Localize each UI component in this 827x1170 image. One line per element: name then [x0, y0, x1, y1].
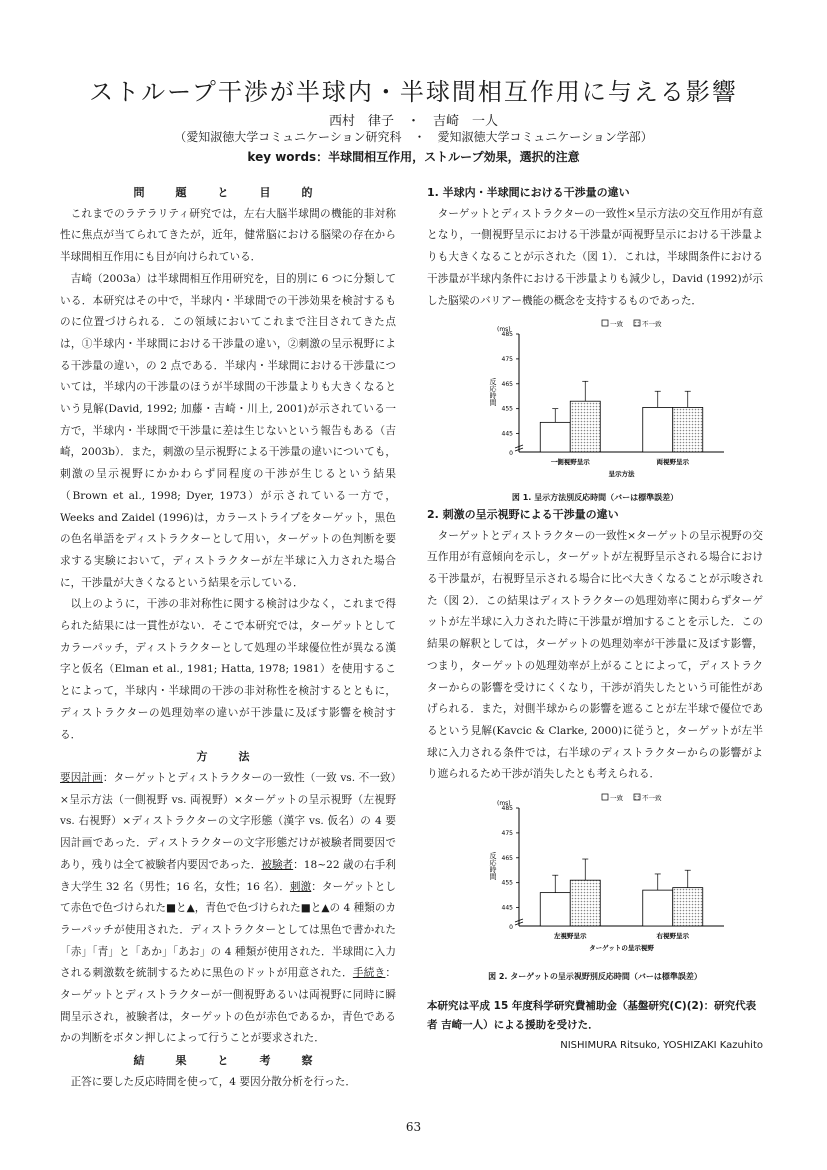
subsection-heading-1: 1. 半球内・半球間における干渉量の違い	[427, 186, 630, 199]
figure-1-caption: 図 1. 呈示方法別反応時間（バーは標準誤差）	[511, 492, 679, 502]
figure-1-chart	[427, 318, 763, 483]
x-category-label: 右視野呈示	[656, 932, 689, 941]
authors: 西村 律子 ・ 吉崎 一人	[328, 114, 498, 129]
y-tick-label: 465	[501, 854, 513, 862]
results-paragraph: 正答に要した反応時間を使って，4 要因分散分析を行った．	[70, 1075, 356, 1088]
x-category-label: 左視野呈示	[554, 932, 587, 941]
intro-paragraph-2: 吉崎（2003a）は半球間相互作用研究を，目的別に 6 つに分類している．本研究はその中で，半球内・半球間での干渉効果を検討するものに位置づけられる．この領域においてこれまで注目されてきた点は，①半球内・半球間における干渉量の違い，②刺激の呈示視野による干渉量の違い，の 2 点である．半球内・半球間における干渉量については，半球内の干渉量のほうが半球間の干渉量よりも大きくなるという見解(David, 1992; 加藤・吉崎・川上, 2001)が示されている一方で，半球内・半球間で干渉量に差は生じないという報告もある（吉崎，2003b）．また，刺激の呈示視野による干渉量の違いについても，刺激の呈示視野にかかわらず同程度の干渉が生じるという結果（Brown et al., 1998; Dyer, 1973）が示されている一方で，Weeks and Zaidel (1996)は，カラーストライプをターゲット，黒色の色名単語をディストラクターとして用い，ターゲットの色判断を要求する実験において，ディストラクターが左半球に入力された場合に，干渉量が大きくなるという結果を示している．	[60, 272, 396, 589]
figure-2	[427, 792, 763, 971]
y-tick-label: 485	[501, 805, 513, 813]
intro-paragraph-1: これまでのラテラリティ研究では，左右大脳半球間の機能的非対称性に焦点が当てられてきたが，近年，健常脳における脳梁の存在から半球間相互作用にも目が向けられている．	[60, 207, 396, 264]
subsection-heading-2: 2. 刺激の呈示視野による干渉量の違い	[427, 507, 619, 521]
subject-label: 被験者	[261, 858, 294, 871]
acknowledgement: 本研究は平成 15 年度科学研究費補助金（基盤研究(C)(2)：研究代表者 吉崎一人）による援助を受けた．	[427, 999, 757, 1031]
legend-label: 不一致	[642, 794, 662, 803]
bar	[570, 880, 600, 926]
legend-label: 不一致	[642, 320, 662, 329]
legend-swatch	[602, 794, 608, 800]
y-zero-label: 0	[509, 450, 513, 458]
legend-swatch	[634, 794, 640, 800]
y-tick-label: 445	[501, 904, 513, 912]
y-tick-label: 485	[501, 331, 513, 339]
stimulus-text: ：ターゲットとして赤色で色づけられた■と▲，青色で色づけられた■と▲の 4 種類のカラーパッチが使用された．ディストラクターとしては黒色で書かれた「赤」「青」と「あか」「あお」の 4 種類が使用された．半球間に入力される刺激数を統制するために黒色のドットが用意された．	[60, 880, 397, 980]
x-category-label: 両視野呈示	[656, 458, 689, 467]
legend-swatch	[634, 320, 640, 326]
section-heading-results: 結 果 と 考 察	[133, 1054, 323, 1068]
section-heading-method: 方 法	[196, 750, 260, 764]
author-signature: NISHIMURA Ritsuko, YOSHIZAKI Kazuhito	[560, 1039, 763, 1051]
subject-text: ：18~22 歳の右手利き大学生 32 名（男性；16 名，女性；16 名）．	[60, 858, 396, 893]
figure-2-chart	[427, 792, 763, 962]
y-tick-label: 455	[501, 405, 513, 413]
bar	[570, 401, 600, 452]
intro-paragraph-3: 以上のように，干渉の非対称性に関する検討は少なく，これまで得られた結果には一貫性がない．そこで本研究では，ターゲットとしてカラーパッチ，ディストラクターとして処理の半球優位性が異なる漢字と仮名（Elman et al., 1981; Hatta, 1978; 1981）を使用することによって，半球内・半球間の干渉の非対称性を検討するとともに，ディストラクターの処理効率の違いが干渉量に及ぼす影響を検討する．	[60, 598, 396, 741]
y-unit-label: (ms)	[497, 326, 511, 334]
keywords: key words：半球間相互作用，ストループ効果，選択的注意	[247, 150, 580, 164]
section-heading-intro: 問 題 と 目 的	[133, 186, 323, 199]
left-column	[60, 182, 396, 1094]
stimulus-label: 刺激	[289, 880, 312, 893]
paper-title: ストループ干渉が半球内・半球間相互作用に与える影響	[89, 78, 738, 106]
y-axis-label: 反応時間	[489, 852, 497, 881]
y-tick-label: 455	[501, 879, 513, 887]
bar	[673, 408, 703, 453]
method-design	[60, 768, 396, 1050]
bar	[643, 890, 673, 926]
result-paragraph-1: ターゲットとディストラクターの一致性×呈示方法の交互作用が有意となり，一側視野呈示における干渉量が両視野呈示における干渉量よりも大きくなることが示された（図 1）．これは，半球間条件における干渉量が半球内条件における干渉量よりも減少し，David (1992)が示した脳梁のバリアー機能の概念を支持するものであった．	[427, 207, 763, 307]
x-axis-label: ターゲットの呈示視野	[589, 944, 654, 953]
y-axis-label: 反応時間	[489, 378, 497, 407]
page-number: 63	[405, 1120, 422, 1134]
affiliation: （愛知淑徳大学コミュニケーション研究科 ・ 愛知淑徳大学コミュニケーション学部）	[174, 130, 653, 144]
design-text: ：ターゲットとディストラクターの一致性（一致 vs. 不一致）×呈示方法（一側視野 vs. 両視野）×ターゲットの呈示視野（左視野 vs. 右視野）×ディストラクターの文字形態（漢字 vs. 仮名）の 4 要因計画であった．ディストラクターの文字形態だけが被験者間要因であり，残りは全て被験者内要因であった．	[60, 771, 396, 871]
y-tick-label: 465	[501, 380, 513, 388]
design-label: 要因計画	[60, 771, 103, 784]
figure-2-caption: 図 2. ターゲットの呈示視野別反応時間（バーは標準誤差）	[488, 971, 702, 981]
legend-swatch	[602, 320, 608, 326]
right-column	[427, 182, 763, 1056]
bar	[673, 888, 703, 926]
legend-label: 一致	[610, 320, 623, 329]
result-paragraph-2: ターゲットとディストラクターの一致性×ターゲットの呈示視野の交互作用が有意傾向を示し，ターゲットが左視野呈示される場合における干渉量が，右視野呈示される場合に比べ大きくなることが示唆された（図 2）．この結果はディストラクターの処理効率に関わらずターゲットが左半球に入力された時に干渉量が増加することを示した．この結果の解釈としては，ターゲットの処理効率が干渉量に及ぼす影響，つまり，ターゲットの処理効率が上がることによって，ディストラクターからの影響を受けにくくなり，干渉が消失したという可能性があげられる．また，対側半球からの影響を遮ることが左半球で優位であるという見解(Kavcic & Clarke, 2000)に従うと，ターゲットが左半球に入力される条件では，右半球のディストラクターからの影響がより遮られるため干渉が消失したとも考えられる．	[427, 529, 763, 781]
y-unit-label: (ms)	[497, 800, 511, 808]
x-axis-label: 呈示方法	[608, 470, 635, 479]
procedure-text: ：ターゲットとディストラクターが一側視野あるいは両視野に同時に瞬間呈示され，被験者は，ターゲットの色が赤色であるか，青色であるかの判断をボタン押しによって行うことが要求された．	[60, 967, 397, 1045]
procedure-label: 手続き	[352, 967, 386, 980]
bar	[540, 423, 570, 453]
y-zero-label: 0	[509, 924, 513, 932]
bar	[540, 893, 570, 926]
y-tick-label: 475	[501, 356, 513, 364]
legend-label: 一致	[610, 794, 623, 803]
y-tick-label: 475	[501, 829, 513, 837]
figure-1	[427, 318, 763, 492]
bar	[643, 408, 673, 453]
y-tick-label: 445	[501, 430, 513, 438]
x-category-label: 一側視野呈示	[550, 458, 590, 467]
